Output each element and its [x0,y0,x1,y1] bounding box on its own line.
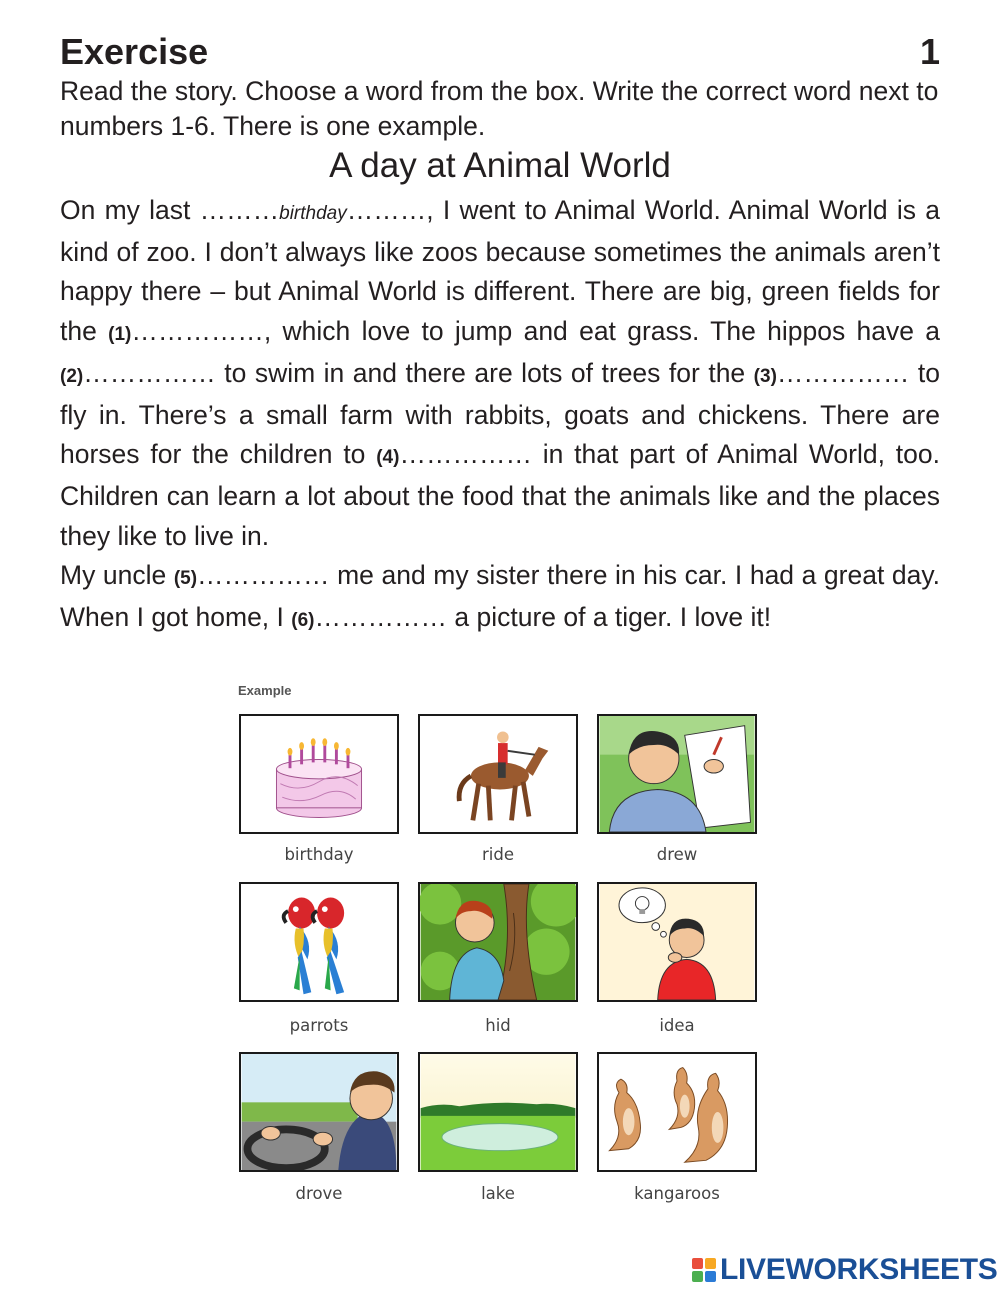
word-drew: drew [656,845,698,864]
parrots-icon [241,884,397,1000]
card-drove [239,1052,399,1172]
story-paragraph-2 [60,556,940,640]
blank-number: (3) [753,365,777,387]
word-idea: idea [659,1016,695,1035]
story-text-segment: , I went to Animal World. Animal World is a kind of zoo. I don’t always like zoos because sometimes the animals aren’t happy there – but Animal World is different. There are big, green fields for the [60,195,940,346]
story-text-segment: , which love to jump and eat grass. The hippos have a [263,315,941,346]
lake-icon [420,1054,576,1170]
blank-dots: …………… [83,357,216,388]
boy-thinking-icon [599,884,755,1000]
boy-hiding-icon [420,884,576,1000]
word-parrots: parrots [289,1016,349,1035]
word-hid: hid [485,1016,511,1035]
answer-blank-5[interactable] [174,560,330,590]
word-birthday: birthday [284,845,354,864]
word-picture-box [226,686,782,1216]
card-ride [418,714,578,834]
logo-square [705,1258,716,1269]
logo-square [692,1258,703,1269]
story-text-segment: My uncle [60,559,174,590]
word-lake: lake [481,1184,515,1203]
card-hid [418,882,578,1002]
word-ride: ride [482,845,514,864]
story-text-segment: a picture of a tiger. I love it! [447,602,772,633]
example-answer: birthday [279,203,347,224]
exercise-number: 1 [919,31,940,72]
answer-blank-3[interactable] [754,358,910,388]
exercise-header [60,30,940,74]
story-text-segment: in that part of Animal World, too. Children can learn a lot about the food that the animals like and the places they like to live in. [60,439,940,551]
boy-drawing-icon [599,716,755,832]
blank-number: (5) [173,567,198,589]
kangaroos-icon [599,1054,755,1170]
word-drove: drove [295,1184,343,1203]
answer-blank-2[interactable] [60,358,216,388]
blank-number: (1) [108,323,132,345]
story-text-segment: me and my sister there in his car. I had a great day. When I got home, I [60,559,940,633]
blank-dots: ……… [346,195,427,225]
card-lake [418,1052,578,1172]
blank-dots: …………… [314,602,447,633]
story-text-segment: to fly in. There’s a small farm with rabbits, goats and chickens. There are horses for the children to [60,357,941,470]
card-kangaroos [597,1052,757,1172]
blank-dots: …………… [197,559,330,590]
instructions: Read the story. Choose a word from the box. Write the correct word next to numbers 1-6. There is one example. [60,76,939,141]
example-blank [200,195,427,225]
answer-blank-6[interactable] [291,602,447,632]
blank-number: (2) [60,365,84,387]
card-drew [597,714,757,834]
exercise-title: Exercise [60,31,209,72]
example-label: Example [238,686,292,698]
story-text-segment: On my last [60,195,200,225]
logo-square [705,1271,716,1282]
answer-blank-1[interactable] [108,316,264,346]
story-text [60,191,940,640]
logo-square [692,1271,703,1282]
blank-dots: …………… [399,439,532,470]
blank-dots: …………… [131,315,264,346]
blank-dots: ……… [199,195,280,225]
blank-number: (4) [376,447,400,469]
man-driving-icon [241,1054,397,1170]
card-idea [597,882,757,1002]
blank-number: (6) [291,610,315,632]
card-parrots [239,882,399,1002]
blank-dots: …………… [776,357,910,388]
birthday-cake-icon [241,716,397,832]
story-paragraph-1 [60,191,940,556]
word-kangaroos: kangaroos [634,1184,720,1203]
answer-blank-4[interactable] [376,439,532,469]
horse-rider-icon [420,716,576,832]
logo-text: LIVEWORKSHEETS [720,1253,998,1286]
card-birthday [239,714,399,834]
story-title: A day at Animal World [329,146,671,185]
logo-grid-icon [692,1258,716,1282]
story-text-segment: to swim in and there are lots of trees for the [215,357,754,388]
liveworksheets-logo [692,1254,998,1286]
